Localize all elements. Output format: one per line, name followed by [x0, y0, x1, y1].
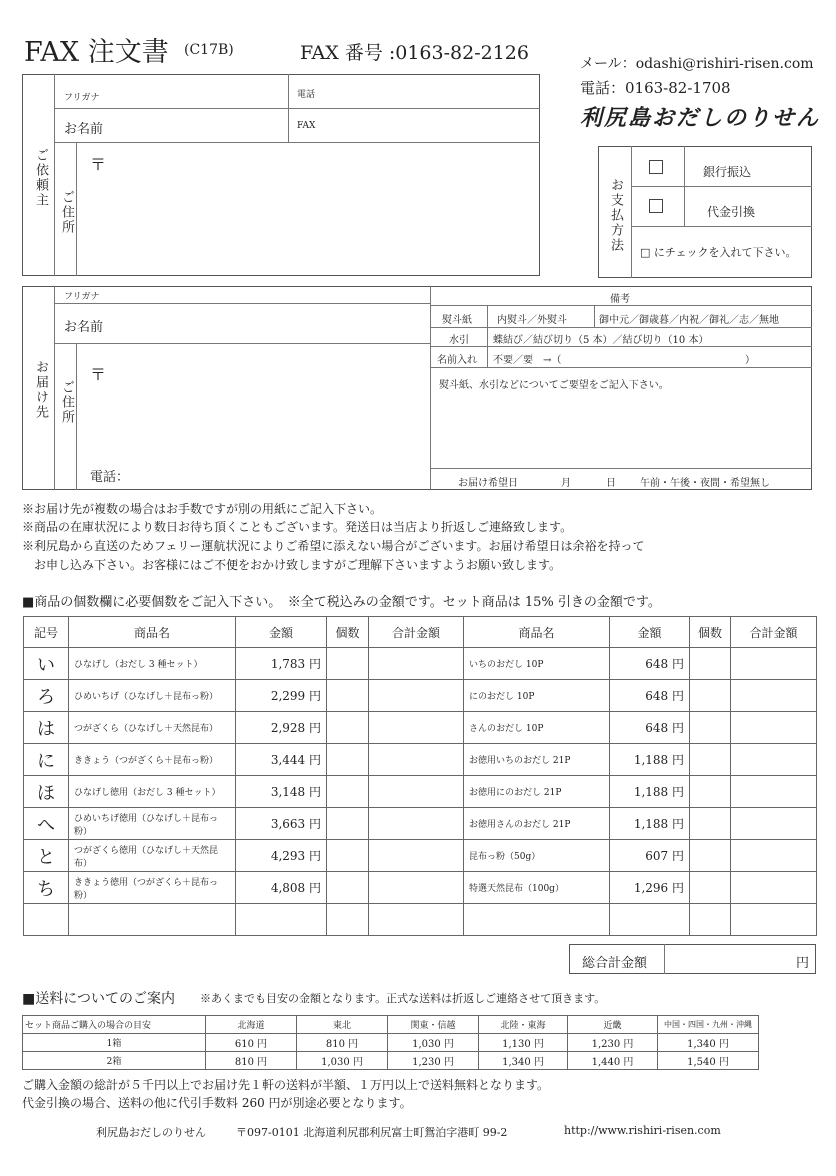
ship-header: 東北 [297, 1016, 388, 1034]
product-price: 648 円 [610, 680, 690, 712]
product-name: ききょう徳用（つがざくら＋昆布っ粉） [69, 872, 236, 904]
footer-shop-name: 利尻島おだしのりせん [96, 1126, 206, 1139]
remarks-field[interactable] [431, 392, 811, 467]
noshi-label: 熨斗紙 [442, 315, 472, 326]
delivery-section-label: お届け先 [33, 360, 48, 420]
requester-address-field[interactable] [110, 143, 539, 275]
table-row-blank [24, 904, 817, 936]
product-name: 特選天然昆布（100g） [464, 872, 610, 904]
product-name: にのおだし 10P [464, 680, 610, 712]
product-price: 1,783 円 [236, 648, 327, 680]
qty-cell[interactable] [327, 808, 369, 840]
product-code: と [24, 840, 69, 872]
shipping-row [23, 1052, 759, 1070]
shop-logo: 利尻島おだしのりせん [580, 105, 821, 131]
product-price: 3,444 円 [236, 744, 327, 776]
ship-header: 北海道 [206, 1016, 297, 1034]
total-cell[interactable] [369, 712, 464, 744]
requester-name-field[interactable] [110, 109, 287, 142]
ship-cell: 1,230 円 [568, 1034, 658, 1052]
footer-address: 〒097-0101 北海道利尻郡利尻富士町鴛泊字港町 99-2 [236, 1126, 508, 1139]
shipping-header-row [23, 1016, 759, 1034]
remarks-title: 備考 [610, 294, 630, 305]
contact-email: メール：odashi@rishiri-risen.com [580, 56, 814, 72]
ship-header: 関東・信越 [388, 1016, 479, 1034]
qty-cell[interactable] [327, 840, 369, 872]
product-price: 4,293 円 [236, 840, 327, 872]
requester-furigana-label: フリガナ [64, 93, 100, 103]
requester-tel-field[interactable] [289, 75, 539, 108]
requester-postal-mark: 〒 [90, 155, 107, 174]
product-name: つがざくら徳用（ひなげし＋天然昆布） [69, 840, 236, 872]
ship-cell: 1,340 円 [658, 1034, 759, 1052]
payment-section-label: お支払方法 [608, 178, 623, 253]
ship-cell: 810 円 [206, 1052, 297, 1070]
delivery-address-field[interactable] [110, 344, 429, 462]
total-cell[interactable] [731, 872, 817, 904]
product-code: ち [24, 872, 69, 904]
total-cell[interactable] [369, 840, 464, 872]
footer-note-cod-fee: 代金引換の場合、送料の他に代引手数料 260 円が別途必要となります。 [22, 1096, 412, 1110]
delivery-day-label: 日 [606, 478, 616, 489]
total-cell[interactable] [731, 808, 817, 840]
qty-cell[interactable] [327, 680, 369, 712]
ship-cell: 1,030 円 [388, 1034, 479, 1052]
product-code: い [24, 648, 69, 680]
notice-stock: ※商品の在庫状況により数日お待ち頂くこともございます。発送日は当店より折返しご連絡致します。 [22, 520, 573, 534]
products-header-row [24, 617, 817, 648]
requester-name-label: お名前 [64, 122, 104, 137]
col-qty-right: 個数 [690, 617, 731, 648]
product-name: ひなげし徳用（おだし 3 種セット） [69, 776, 236, 808]
ship-header: 北陸・東海 [479, 1016, 568, 1034]
product-name: ききょう（つがざくら＋昆布っ粉） [69, 744, 236, 776]
noshi-purpose-options[interactable]: 御中元／御歳暮／内祝／御礼／志／無地 [599, 315, 779, 326]
footer-url[interactable]: http://www.rishiri-risen.com [564, 1124, 721, 1137]
product-price: 648 円 [610, 648, 690, 680]
col-name: 商品名 [69, 617, 236, 648]
footer-note-free-shipping: ご購入金額の総計が５千円以上でお届け先１軒の送料が半額、１万円以上で送料無料となります。 [22, 1078, 550, 1092]
requester-address-label: ご住所 [59, 190, 74, 235]
table-row [24, 712, 817, 744]
products-heading: ■商品の個数欄に必要個数をご記入下さい。 ※全て税込みの金額です。セット商品は 15% 引きの金額です。 [22, 595, 661, 610]
qty-cell[interactable] [690, 648, 731, 680]
delivery-postal-mark: 〒 [90, 365, 107, 384]
mizuhiki-options[interactable]: 蝶結び／結び切り（5 本）／結び切り（10 本） [493, 335, 709, 346]
ship-cell: 1,030 円 [297, 1052, 388, 1070]
qty-cell[interactable] [690, 904, 731, 936]
shipping-heading-note: ※あくまでも目安の金額となります。正式な送料は折返しご連絡させて頂きます。 [200, 992, 606, 1005]
product-code: へ [24, 808, 69, 840]
notice-ferry-cont: お申し込み下さい。お客様にはご不便をおかけ致しますがご理解下さいますようお願い致します。 [22, 558, 562, 572]
table-row [24, 808, 817, 840]
products-table [23, 616, 817, 936]
col-name-right: 商品名 [464, 617, 610, 648]
delivery-time-options[interactable]: 午前・午後・夜間・希望無し [640, 478, 770, 489]
notice-ferry: ※利尻島から直送のためフェリー運航状況によりご希望に添えない場合がございます。お届け希望日は余裕を持って [22, 539, 645, 553]
ship-cell: 810 円 [297, 1034, 388, 1052]
col-total: 合計金額 [369, 617, 464, 648]
delivery-month-label: 月 [561, 478, 571, 489]
col-code: 記号 [24, 617, 69, 648]
product-name: つがざくら（ひなげし＋天然昆布） [69, 712, 236, 744]
ship-cell: 1,130 円 [479, 1034, 568, 1052]
requester-section-label: ご依頼主 [33, 148, 48, 208]
qty-cell[interactable] [327, 872, 369, 904]
fax-number: FAX 番号 :0163-82-2126 [300, 42, 529, 64]
qty-cell[interactable] [327, 712, 369, 744]
product-name: さんのおだし 10P [464, 712, 610, 744]
product-name: お徳用さんのおだし 21P [464, 808, 610, 840]
ship-cell: 1箱 [23, 1034, 206, 1052]
total-cell[interactable] [369, 776, 464, 808]
table-row [24, 648, 817, 680]
product-code: に [24, 744, 69, 776]
requester-tel-label: 電話 [297, 90, 316, 100]
qty-cell[interactable] [690, 712, 731, 744]
ship-cell: 1,340 円 [479, 1052, 568, 1070]
total-cell[interactable] [369, 808, 464, 840]
col-price-right: 金額 [610, 617, 690, 648]
delivery-tel-field[interactable] [140, 462, 429, 488]
product-price: 3,148 円 [236, 776, 327, 808]
nameire-options[interactable]: 不要／要 →（ [493, 355, 562, 366]
delivery-furigana-label: フリガナ [64, 292, 100, 302]
qty-cell[interactable] [690, 808, 731, 840]
product-name: いちのおだし 10P [464, 648, 610, 680]
mizuhiki-label: 水引 [449, 335, 469, 346]
delivery-name-field[interactable] [110, 304, 429, 342]
ship-header: セット商品ご購入の場合の目安 [23, 1016, 206, 1034]
product-price: 2,299 円 [236, 680, 327, 712]
product-price: 607 円 [610, 840, 690, 872]
table-row [24, 840, 817, 872]
product-price: 1,296 円 [610, 872, 690, 904]
col-price: 金額 [236, 617, 327, 648]
delivery-address-label: ご住所 [59, 380, 74, 425]
product-name: お徳用にのおだし 21P [464, 776, 610, 808]
qty-cell[interactable] [327, 648, 369, 680]
product-code: は [24, 712, 69, 744]
shipping-heading: ■送料についてのご案内 [22, 991, 175, 1007]
total-cell[interactable] [731, 712, 817, 744]
total-cell[interactable] [731, 648, 817, 680]
delivery-date-label: お届け希望日 [458, 478, 518, 489]
product-name: ひなげし（おだし 3 種セット） [69, 648, 236, 680]
ship-cell: 2箱 [23, 1052, 206, 1070]
product-price: 1,188 円 [610, 744, 690, 776]
col-qty: 個数 [327, 617, 369, 648]
cod-label: 代金引換 [707, 205, 756, 219]
product-code: ほ [24, 776, 69, 808]
product-price: 1,188 円 [610, 776, 690, 808]
qty-cell[interactable] [690, 872, 731, 904]
contact-tel: 電話：0163-82-1708 [580, 79, 731, 97]
product-price: 3,663 円 [236, 808, 327, 840]
product-name: ひめいちげ（ひなげし＋昆布っ粉） [69, 680, 236, 712]
total-cell[interactable] [731, 680, 817, 712]
notice-multiple-addresses: ※お届け先が複数の場合はお手数ですが別の用紙にご記入下さい。 [22, 502, 383, 516]
total-cell[interactable] [369, 680, 464, 712]
qty-cell[interactable] [327, 776, 369, 808]
grand-total-label: 総合計金額 [582, 956, 648, 971]
qty-cell[interactable] [327, 904, 369, 936]
total-cell[interactable] [731, 744, 817, 776]
nameire-label: 名前入れ [437, 355, 477, 366]
form-title: FAX 注文書 [24, 37, 169, 68]
ship-cell: 610 円 [206, 1034, 297, 1052]
total-cell[interactable] [731, 776, 817, 808]
ship-header: 中国・四国・九州・沖縄 [658, 1016, 759, 1034]
bank-transfer-checkbox[interactable] [649, 160, 663, 174]
cod-checkbox[interactable] [649, 199, 663, 213]
col-total-right: 合計金額 [731, 617, 817, 648]
qty-cell[interactable] [690, 776, 731, 808]
table-row [24, 744, 817, 776]
delivery-name-label: お名前 [64, 320, 104, 335]
product-name: 昆布っ粉（50g） [464, 840, 610, 872]
ship-cell: 1,540 円 [658, 1052, 759, 1070]
product-name: ひめいちげ徳用（ひなげし＋昆布っ粉） [69, 808, 236, 840]
grand-total-field[interactable] [666, 946, 812, 972]
product-price: 2,928 円 [236, 712, 327, 744]
blank-cell[interactable] [69, 904, 236, 936]
blank-cell[interactable] [610, 904, 690, 936]
product-price: 1,188 円 [610, 808, 690, 840]
total-cell[interactable] [731, 840, 817, 872]
qty-cell[interactable] [690, 744, 731, 776]
form-code: (C17B) [184, 42, 234, 58]
remarks-note: 熨斗紙、水引などについてご要望をご記入下さい。 [439, 380, 669, 391]
nameire-close: ） [745, 355, 755, 366]
total-cell[interactable] [369, 744, 464, 776]
delivery-tel-label: 電話： [90, 470, 130, 485]
qty-cell[interactable] [327, 744, 369, 776]
total-cell[interactable] [731, 904, 817, 936]
ship-header: 近畿 [568, 1016, 658, 1034]
table-row [24, 776, 817, 808]
shipping-table [22, 1015, 759, 1070]
qty-cell[interactable] [690, 840, 731, 872]
qty-cell[interactable] [690, 680, 731, 712]
table-row [24, 872, 817, 904]
requester-fax-label: FAX [297, 121, 316, 131]
blank-cell[interactable] [236, 904, 327, 936]
grand-total-yen: 円 [796, 956, 810, 971]
payment-check-note: □ にチェックを入れて下さい。 [640, 246, 797, 259]
product-name: お徳用いちのおだし 21P [464, 744, 610, 776]
requester-fax-field[interactable] [320, 109, 539, 142]
product-price: 4,808 円 [236, 872, 327, 904]
total-cell[interactable] [369, 904, 464, 936]
ship-cell: 1,230 円 [388, 1052, 479, 1070]
blank-cell[interactable] [24, 904, 69, 936]
bank-transfer-label: 銀行振込 [703, 165, 752, 179]
total-cell[interactable] [369, 648, 464, 680]
product-price: 648 円 [610, 712, 690, 744]
ship-cell: 1,440 円 [568, 1052, 658, 1070]
total-cell[interactable] [369, 872, 464, 904]
blank-cell[interactable] [464, 904, 610, 936]
shipping-row [23, 1034, 759, 1052]
noshi-type-options[interactable]: 内熨斗／外熨斗 [497, 315, 567, 326]
table-row [24, 680, 817, 712]
product-code: ろ [24, 680, 69, 712]
